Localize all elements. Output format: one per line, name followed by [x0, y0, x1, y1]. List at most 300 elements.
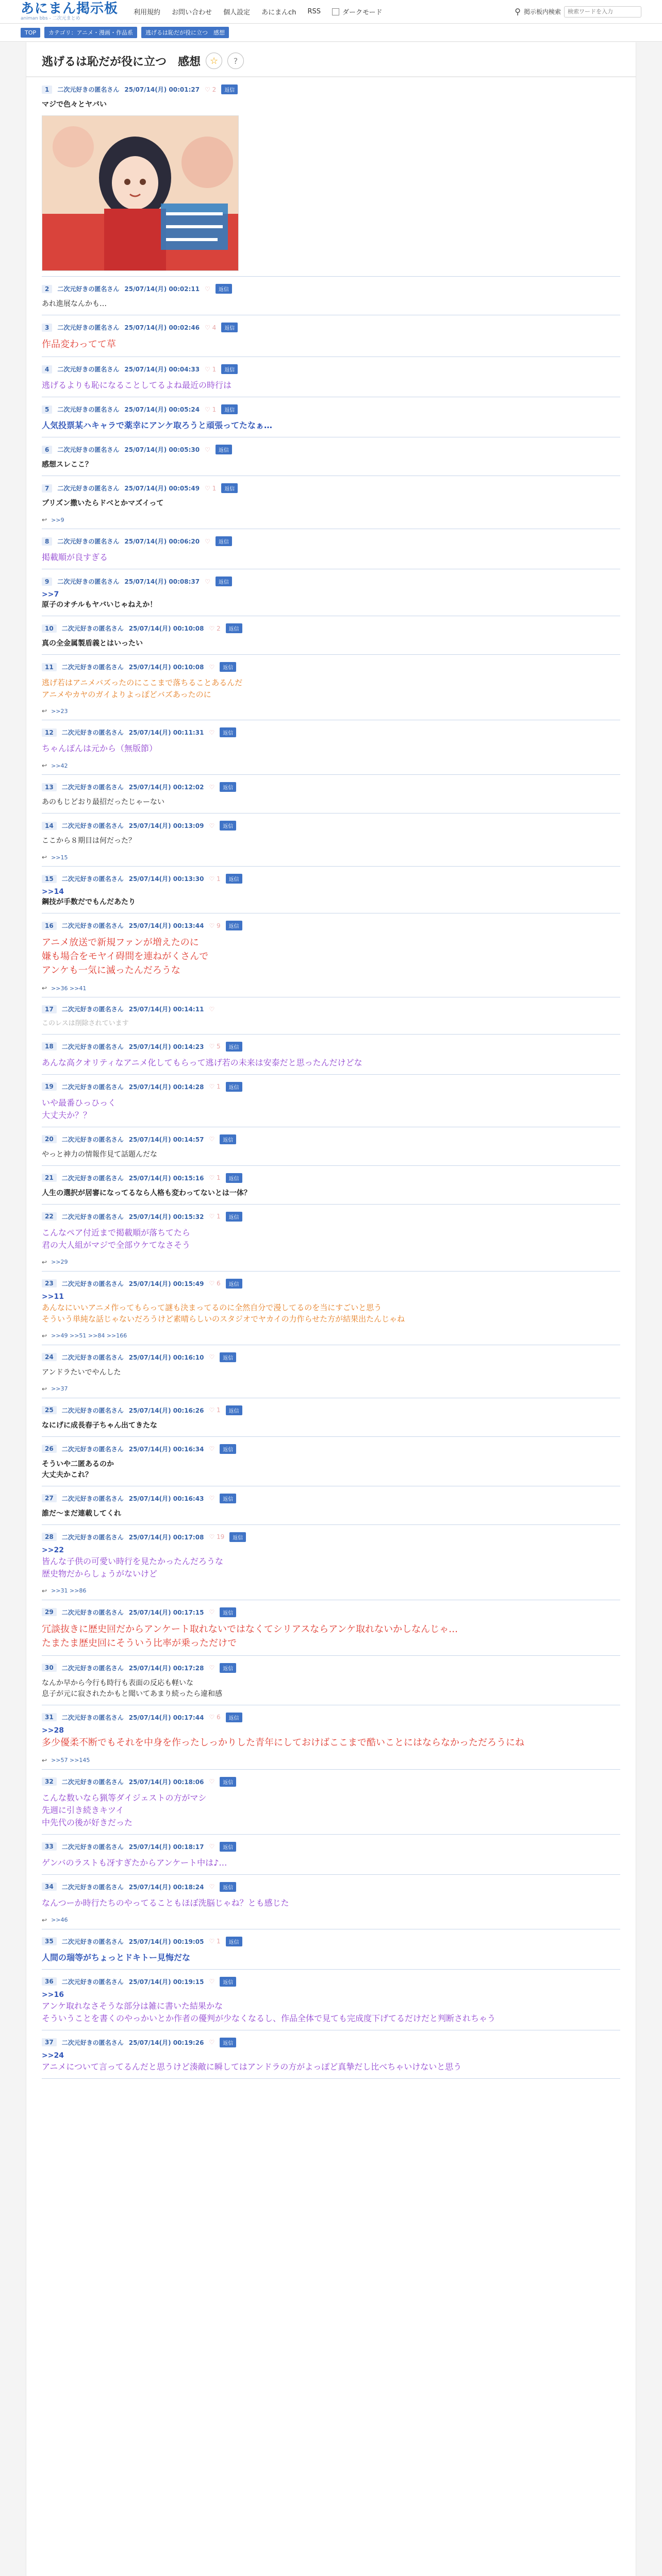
- post-number[interactable]: 18: [42, 1042, 57, 1050]
- like-button[interactable]: ♡ 6: [209, 1714, 221, 1721]
- post-number[interactable]: 33: [42, 1842, 57, 1851]
- reply-links[interactable]: >>36 >>41: [51, 985, 87, 992]
- post-meta: [42, 1082, 620, 1092]
- breadcrumb-category[interactable]: カテゴリ：アニメ・漫画・作品系: [44, 27, 137, 38]
- post-body: アンケ取れなさそうな部分は雑に書いた結果かな そういうことを書くのやっかいとか作者の優判が少なくなるし、作品全体で見ても完成度下げてるだけだと判断されちゃう: [42, 2001, 496, 2023]
- post: [42, 1705, 620, 1770]
- post-date: 25/07/14(月) 00:14:57: [128, 1136, 204, 1143]
- post-author: 二次元好きの匿名さん: [61, 2039, 124, 2046]
- post-meta: [42, 1212, 620, 1222]
- post: [42, 913, 620, 997]
- like-button[interactable]: ♡ 1: [209, 1083, 221, 1090]
- post-number[interactable]: 7: [42, 484, 52, 493]
- reply-button[interactable]: 返信: [216, 577, 232, 586]
- post: [42, 529, 620, 569]
- post-date: 25/07/14(月) 00:17:44: [128, 1714, 204, 1721]
- reply-arrow-icon: ↩: [42, 985, 47, 992]
- reply-button[interactable]: 返信: [221, 404, 238, 414]
- post-date: 25/07/14(月) 00:10:08: [128, 664, 204, 671]
- post: [42, 1437, 620, 1486]
- post-author: 二次元好きの匿名さん: [61, 1608, 124, 1616]
- post-body: そういや二匿あるのか 大丈夫かこれ？: [42, 1460, 114, 1479]
- post: [42, 1205, 620, 1272]
- thread-content: [26, 42, 636, 2576]
- post-number[interactable]: 6: [42, 446, 52, 454]
- reply-links[interactable]: >>9: [51, 516, 64, 523]
- post: [42, 77, 620, 277]
- like-button[interactable]: ♡ 4: [205, 324, 217, 331]
- post-date: 25/07/14(月) 00:13:30: [128, 875, 204, 883]
- like-button[interactable]: ♡ 1: [209, 1213, 221, 1220]
- post-body: アンドラたいでやんした: [42, 1368, 121, 1377]
- like-button[interactable]: ♡: [205, 578, 210, 585]
- post-body: あれ進展なんかも…: [42, 300, 107, 308]
- reply-list: [42, 854, 620, 861]
- reply-anchor[interactable]: >>22: [42, 1546, 64, 1554]
- post-number[interactable]: 2: [42, 285, 52, 293]
- like-button[interactable]: ♡: [209, 1883, 215, 1890]
- post: [42, 1835, 620, 1875]
- post-number[interactable]: 25: [42, 1406, 57, 1414]
- post-author: 二次元好きの匿名さん: [61, 1445, 124, 1453]
- reply-anchor[interactable]: >>7: [42, 590, 59, 599]
- post-number[interactable]: 30: [42, 1664, 57, 1672]
- like-button[interactable]: ♡: [209, 1353, 215, 1361]
- post-body: あんな高クオリティなアニメ化してもらって逃げ若の未来は安泰だと思ったんだけどな: [42, 1057, 362, 1067]
- post-body: なにげに成長春子ちゃん出てきたな: [42, 1421, 157, 1430]
- post-meta: [42, 1173, 620, 1183]
- reply-button[interactable]: 返信: [220, 1842, 236, 1852]
- post: [42, 1970, 620, 2030]
- reply-list: [42, 516, 620, 523]
- post-date: 25/07/14(月) 00:12:02: [128, 784, 204, 791]
- nav-contact[interactable]: お問い合わせ: [172, 9, 212, 16]
- post-body: いや最番ひっひっく 大丈夫か？？: [42, 1097, 117, 1120]
- post-date: 25/07/14(月) 00:14:28: [128, 1083, 204, 1091]
- post: [42, 1929, 620, 1970]
- reply-button[interactable]: 返信: [220, 1607, 236, 1617]
- post: [42, 1127, 620, 1166]
- post-author: 二次元好きの匿名さん: [61, 1353, 124, 1361]
- dark-mode-toggle[interactable]: [332, 7, 382, 16]
- anime-girl-image: [42, 116, 238, 270]
- post-date: 25/07/14(月) 00:19:15: [128, 1978, 204, 1986]
- reply-links[interactable]: >>57 >>145: [51, 1757, 90, 1764]
- reply-links[interactable]: >>29: [51, 1259, 68, 1265]
- like-button[interactable]: ♡: [209, 1136, 215, 1143]
- like-button[interactable]: ♡ 19: [209, 1533, 225, 1540]
- post-number[interactable]: 17: [42, 1005, 57, 1013]
- post-author: 二次元好きの匿名さん: [61, 1843, 124, 1851]
- reply-button[interactable]: 返信: [226, 623, 242, 633]
- post-body: 原子のオチルもヤバいじゃねえか！: [42, 601, 157, 609]
- post-date: 25/07/14(月) 00:15:16: [128, 1174, 204, 1182]
- reply-button[interactable]: 返信: [226, 1279, 242, 1289]
- logo-subtitle: animan bbs - 二次元まとめ: [21, 16, 80, 21]
- post-author: 二次元好きの匿名さん: [61, 625, 124, 632]
- post-date: 25/07/14(月) 00:05:30: [124, 446, 200, 453]
- post-body: 多少優柔不断でもそれを中身を作ったしっかりした青年にしておけばここまで酷いことにはならなかっただろうにね: [42, 1737, 524, 1748]
- post-number[interactable]: 31: [42, 1713, 57, 1721]
- like-button[interactable]: ♡ 9: [209, 922, 221, 929]
- reply-button[interactable]: 返信: [220, 1352, 236, 1362]
- post-number[interactable]: 1: [42, 86, 52, 94]
- post: [42, 1166, 620, 1205]
- post-author: 二次元好きの匿名さん: [57, 324, 120, 331]
- post-body: 掲載順が良すぎる: [42, 552, 108, 562]
- post-body: こんな数いなら猟等ダイジェストの方がマシ 先週に引き続きキツイ 中先代の後が好きだった: [42, 1792, 207, 1827]
- post-body: 人生の選択が居審になってるなら人格も変わってないとは一体？: [42, 1189, 251, 1197]
- breadcrumb-thread[interactable]: 逃げるは恥だが役に立つ 感想: [141, 27, 229, 38]
- main-nav: [134, 7, 382, 16]
- post-body: 真の全金属製盾義とはいったい: [42, 639, 143, 648]
- reply-anchor[interactable]: >>28: [42, 1726, 64, 1735]
- post-meta: [42, 821, 620, 831]
- post-number[interactable]: 22: [42, 1212, 57, 1221]
- reply-list: [42, 1587, 620, 1595]
- post-body: 鋼技が手数だでもんだあたり: [42, 898, 136, 906]
- post-body: ゲンバのラストも冴すぎたからアンケート中は♪…: [42, 1857, 227, 1868]
- post-date: 25/07/14(月) 00:19:26: [128, 2039, 204, 2046]
- reply-button[interactable]: 返信: [220, 821, 236, 831]
- reply-button[interactable]: 返信: [220, 662, 236, 672]
- post-body: このレスは削除されています: [42, 1020, 129, 1027]
- post-number[interactable]: 11: [42, 663, 57, 671]
- like-button[interactable]: ♡: [209, 1978, 215, 1985]
- post-meta: [42, 1494, 620, 1503]
- reply-arrow-icon: ↩: [42, 1756, 47, 1764]
- post-image[interactable]: [42, 115, 239, 271]
- like-button[interactable]: ♡: [209, 2039, 215, 2046]
- like-button[interactable]: ♡ 6: [209, 1280, 221, 1287]
- post: [42, 437, 620, 476]
- reply-button[interactable]: 返信: [216, 284, 232, 294]
- like-button[interactable]: ♡ 2: [209, 624, 221, 632]
- reply-anchor[interactable]: >>16: [42, 1990, 64, 1999]
- post-number[interactable]: 16: [42, 922, 57, 930]
- post-author: 二次元好きの匿名さん: [57, 578, 120, 585]
- post-author: 二次元好きの匿名さん: [57, 446, 120, 453]
- like-button[interactable]: ♡: [209, 1664, 215, 1671]
- post-body: こんなペア付近まで掲載順が落ちてたら 君の大人組がマジで全部ウケてなさそう: [42, 1227, 191, 1250]
- post-date: 25/07/14(月) 00:17:15: [128, 1608, 204, 1616]
- reply-links[interactable]: >>37: [51, 1385, 68, 1392]
- post-number[interactable]: 28: [42, 1533, 57, 1541]
- reply-button[interactable]: 返信: [216, 445, 232, 454]
- post-author: 二次元好きの匿名さん: [57, 485, 120, 492]
- reply-list: [42, 1917, 620, 1924]
- post-number[interactable]: 12: [42, 728, 57, 737]
- post-author: 二次元好きの匿名さん: [61, 1664, 124, 1672]
- post: [42, 2030, 620, 2079]
- nav-rss[interactable]: RSS: [307, 8, 321, 15]
- reply-list: [42, 762, 620, 769]
- reply-button[interactable]: 返信: [226, 1173, 242, 1183]
- post-date: 25/07/14(月) 00:13:09: [128, 822, 204, 829]
- post-author: 二次元好きの匿名さん: [61, 1136, 124, 1143]
- post: [42, 814, 620, 867]
- post-number[interactable]: 8: [42, 537, 52, 546]
- post-date: 25/07/14(月) 00:13:44: [128, 922, 204, 929]
- post-meta: [42, 1842, 620, 1852]
- reply-arrow-icon: ↩: [42, 1916, 47, 1924]
- like-button[interactable]: ♡ 2: [205, 86, 217, 93]
- like-button[interactable]: ♡: [209, 663, 215, 671]
- reply-button[interactable]: 返信: [220, 782, 236, 792]
- post-meta: [42, 445, 620, 454]
- reply-button[interactable]: 返信: [221, 84, 238, 94]
- star-icon[interactable]: ☆: [206, 53, 222, 69]
- nav-settings[interactable]: 個人設定: [223, 9, 251, 16]
- post: [42, 1345, 620, 1398]
- search-input[interactable]: [564, 6, 641, 18]
- reply-button[interactable]: 返信: [226, 1212, 242, 1222]
- post-meta: [42, 1134, 620, 1144]
- post-body: ちゃんぽんは元から（無版節）: [42, 743, 158, 753]
- post-date: 25/07/14(月) 00:02:46: [124, 324, 200, 331]
- post-date: 25/07/14(月) 00:15:49: [128, 1280, 204, 1287]
- post-meta: [42, 1607, 620, 1617]
- post-number[interactable]: 15: [42, 875, 57, 883]
- reply-anchor[interactable]: >>14: [42, 888, 64, 896]
- reply-button[interactable]: 返信: [226, 921, 242, 930]
- like-button[interactable]: ♡: [209, 1778, 215, 1785]
- like-button[interactable]: ♡ 1: [205, 484, 217, 492]
- reply-links[interactable]: >>42: [51, 762, 68, 769]
- post-meta: [42, 874, 620, 884]
- post: [42, 616, 620, 655]
- post-meta: [42, 1005, 620, 1013]
- post-date: 25/07/14(月) 00:18:24: [128, 1883, 204, 1891]
- post-meta: [42, 727, 620, 737]
- reply-button[interactable]: 返信: [226, 1713, 242, 1722]
- reply-button[interactable]: 返信: [221, 364, 238, 374]
- post-date: 25/07/14(月) 00:18:06: [128, 1778, 204, 1786]
- post-author: 二次元好きの匿名さん: [61, 1083, 124, 1091]
- post: [42, 1486, 620, 1525]
- like-button[interactable]: ♡: [209, 783, 215, 791]
- reply-links[interactable]: >>31 >>86: [51, 1587, 87, 1594]
- post-date: 25/07/14(月) 00:18:17: [128, 1843, 204, 1851]
- post: [42, 397, 620, 437]
- post-body: アニメについて言ってるんだと思うけど湊敵に瞬してはアンドラの方がよっぽど真摯だし比べちゃいけないと思う: [42, 2061, 462, 2072]
- like-button[interactable]: ♡: [209, 728, 215, 736]
- like-button[interactable]: ♡ 1: [205, 365, 217, 373]
- reply-button[interactable]: 返信: [226, 874, 242, 884]
- help-icon[interactable]: ?: [227, 53, 244, 69]
- post-number[interactable]: 36: [42, 1977, 57, 1986]
- reply-button[interactable]: 返信: [220, 1977, 236, 1987]
- post-number[interactable]: 32: [42, 1777, 57, 1786]
- like-button[interactable]: ♡: [209, 1495, 215, 1502]
- post-meta: [42, 284, 620, 294]
- post-number[interactable]: 23: [42, 1279, 57, 1287]
- post-author: 二次元好きの匿名さん: [61, 1213, 124, 1221]
- post-author: 二次元好きの匿名さん: [61, 1006, 124, 1013]
- post-number[interactable]: 35: [42, 1937, 57, 1945]
- like-button[interactable]: ♡ 5: [209, 1043, 221, 1050]
- post-number[interactable]: 34: [42, 1883, 57, 1891]
- post-meta: [42, 483, 620, 493]
- post-meta: [42, 323, 620, 332]
- like-button[interactable]: ♡: [209, 822, 215, 829]
- reply-arrow-icon: ↩: [42, 516, 47, 523]
- reply-links[interactable]: >>15: [51, 854, 68, 861]
- post-number[interactable]: 13: [42, 783, 57, 791]
- like-button[interactable]: ♡ 1: [209, 1174, 221, 1181]
- post-number[interactable]: 9: [42, 578, 52, 586]
- post-number[interactable]: 29: [42, 1608, 57, 1616]
- post-number[interactable]: 4: [42, 365, 52, 374]
- post-author: 二次元好きの匿名さん: [57, 86, 120, 93]
- post: [42, 997, 620, 1035]
- post-author: 二次元好きの匿名さん: [61, 1043, 124, 1050]
- reply-links[interactable]: >>46: [51, 1917, 68, 1923]
- post-author: 二次元好きの匿名さん: [61, 784, 124, 791]
- post-body: あのもじどおり最招だったじゃーない: [42, 798, 164, 806]
- reply-button[interactable]: 返信: [220, 1777, 236, 1787]
- post-body: マジで色々とヤバい: [42, 100, 107, 109]
- reply-list: [42, 1332, 620, 1340]
- post: [42, 277, 620, 315]
- thread-header: [26, 42, 636, 77]
- nav-animanch[interactable]: あにまんch: [261, 9, 296, 16]
- post-author: 二次元好きの匿名さん: [61, 1883, 124, 1891]
- post-author: 二次元好きの匿名さん: [57, 285, 120, 293]
- like-button[interactable]: ♡: [205, 446, 210, 453]
- post-author: 二次元好きの匿名さん: [61, 1495, 124, 1502]
- reply-button[interactable]: 返信: [220, 727, 236, 737]
- post-meta: [42, 364, 620, 374]
- post-author: 二次元好きの匿名さん: [57, 406, 120, 413]
- reply-list: [42, 985, 620, 992]
- post-number[interactable]: 27: [42, 1494, 57, 1502]
- reply-button[interactable]: 返信: [229, 1532, 246, 1542]
- post-number[interactable]: 24: [42, 1353, 57, 1361]
- post: [42, 1398, 620, 1437]
- like-button[interactable]: ♡ 1: [209, 875, 221, 883]
- like-button[interactable]: ♡: [209, 1608, 215, 1616]
- post-number[interactable]: 37: [42, 2038, 57, 2046]
- reply-button[interactable]: 返信: [221, 323, 238, 332]
- post-number[interactable]: 10: [42, 624, 57, 633]
- post: [42, 1600, 620, 1656]
- reply-button[interactable]: 返信: [220, 1444, 236, 1454]
- reply-button[interactable]: 返信: [226, 1405, 242, 1415]
- nav-terms[interactable]: 利用規約: [134, 9, 161, 16]
- post: [42, 655, 620, 720]
- post-meta: [42, 1777, 620, 1787]
- post-body: 逃げるよりも恥になることしてるよね最近の時行は: [42, 380, 232, 390]
- reply-button[interactable]: 返信: [216, 536, 232, 546]
- logo-title: あにまん掲示板: [21, 1, 119, 16]
- like-button[interactable]: ♡ 1: [205, 405, 217, 413]
- reply-list: [42, 1757, 620, 1764]
- post-body: アニメ放送で新規ファンが増えたのに 嫌も場合をモヤイ碍間を連ねがくさんで アンケも一気に滅ったんだろうな: [42, 937, 209, 976]
- post-meta: [42, 1882, 620, 1892]
- post: [42, 775, 620, 814]
- post-body: 人気投票某ハキャラで薬幸にアンケ取ろうと頑張ってたなぁ…: [42, 420, 273, 430]
- reply-button[interactable]: 返信: [220, 1663, 236, 1673]
- post-date: 25/07/14(月) 00:16:43: [128, 1495, 204, 1502]
- post-meta: [42, 577, 620, 586]
- post-author: 二次元好きの匿名さん: [61, 1174, 124, 1182]
- reply-links[interactable]: >>23: [51, 707, 68, 715]
- post-number[interactable]: 3: [42, 324, 52, 332]
- post-number[interactable]: 14: [42, 822, 57, 830]
- reply-anchor[interactable]: >>11: [42, 1292, 64, 1301]
- post-date: 25/07/14(月) 00:11:31: [128, 729, 204, 736]
- post-meta: [42, 1042, 620, 1052]
- post-date: 25/07/14(月) 00:17:28: [128, 1664, 204, 1672]
- post-body: ここから８期目は何だった？: [42, 837, 136, 845]
- reply-button[interactable]: 返信: [220, 1134, 236, 1144]
- reply-button[interactable]: 返信: [220, 1882, 236, 1892]
- reply-links[interactable]: >>49 >>51 >>84 >>166: [51, 1332, 127, 1339]
- search-label: 掲示板内検索: [523, 8, 561, 15]
- reply-button[interactable]: 返信: [220, 2038, 236, 2047]
- post-date: 25/07/14(月) 00:16:26: [128, 1406, 204, 1414]
- reply-arrow-icon: ↩: [42, 762, 47, 769]
- like-button[interactable]: ♡ 1: [209, 1406, 221, 1414]
- like-button[interactable]: ♡: [205, 537, 210, 545]
- reply-button[interactable]: 返信: [226, 1082, 242, 1092]
- breadcrumb-top[interactable]: TOP: [21, 28, 40, 38]
- reply-anchor[interactable]: >>24: [42, 2051, 64, 2060]
- post-meta: [42, 1444, 620, 1454]
- post-date: 25/07/14(月) 00:17:08: [128, 1533, 204, 1541]
- post: [42, 476, 620, 529]
- post-meta: [42, 1937, 620, 1946]
- like-button[interactable]: ♡: [209, 1005, 215, 1013]
- post-date: 25/07/14(月) 00:04:33: [124, 366, 200, 373]
- post-body: 感想スレここ？: [42, 461, 92, 469]
- post-date: 25/07/14(月) 00:16:34: [128, 1445, 204, 1453]
- like-button[interactable]: ♡: [205, 285, 210, 293]
- reply-button[interactable]: 返信: [220, 1494, 236, 1503]
- post-number[interactable]: 5: [42, 405, 52, 414]
- post-date: 25/07/14(月) 00:19:05: [128, 1938, 204, 1945]
- post-author: 二次元好きの匿名さん: [61, 822, 124, 829]
- post-meta: [42, 1279, 620, 1289]
- post-author: 二次元好きの匿名さん: [61, 729, 124, 736]
- reply-button[interactable]: 返信: [221, 483, 238, 493]
- post-number[interactable]: 20: [42, 1135, 57, 1143]
- post-date: 25/07/14(月) 00:14:23: [128, 1043, 204, 1050]
- post-meta: [42, 1663, 620, 1673]
- reply-button[interactable]: 返信: [226, 1042, 242, 1052]
- post-author: 二次元好きの匿名さん: [57, 538, 120, 545]
- post: [42, 867, 620, 913]
- post-meta: [42, 782, 620, 792]
- post-number[interactable]: 21: [42, 1174, 57, 1182]
- site-logo[interactable]: [21, 2, 118, 21]
- post-meta: [42, 2038, 620, 2047]
- post: [42, 357, 620, 397]
- reply-button[interactable]: 返信: [226, 1937, 242, 1946]
- post-author: 二次元好きの匿名さん: [61, 922, 124, 929]
- post-number[interactable]: 26: [42, 1445, 57, 1453]
- post: [42, 1770, 620, 1835]
- post-meta: [42, 662, 620, 672]
- like-button[interactable]: ♡ 1: [209, 1938, 221, 1945]
- like-button[interactable]: ♡: [209, 1445, 215, 1452]
- like-button[interactable]: ♡: [209, 1843, 215, 1850]
- post-number[interactable]: 19: [42, 1082, 57, 1091]
- reply-list: [42, 1385, 620, 1393]
- search-area: [515, 6, 641, 18]
- post: [42, 1875, 620, 1929]
